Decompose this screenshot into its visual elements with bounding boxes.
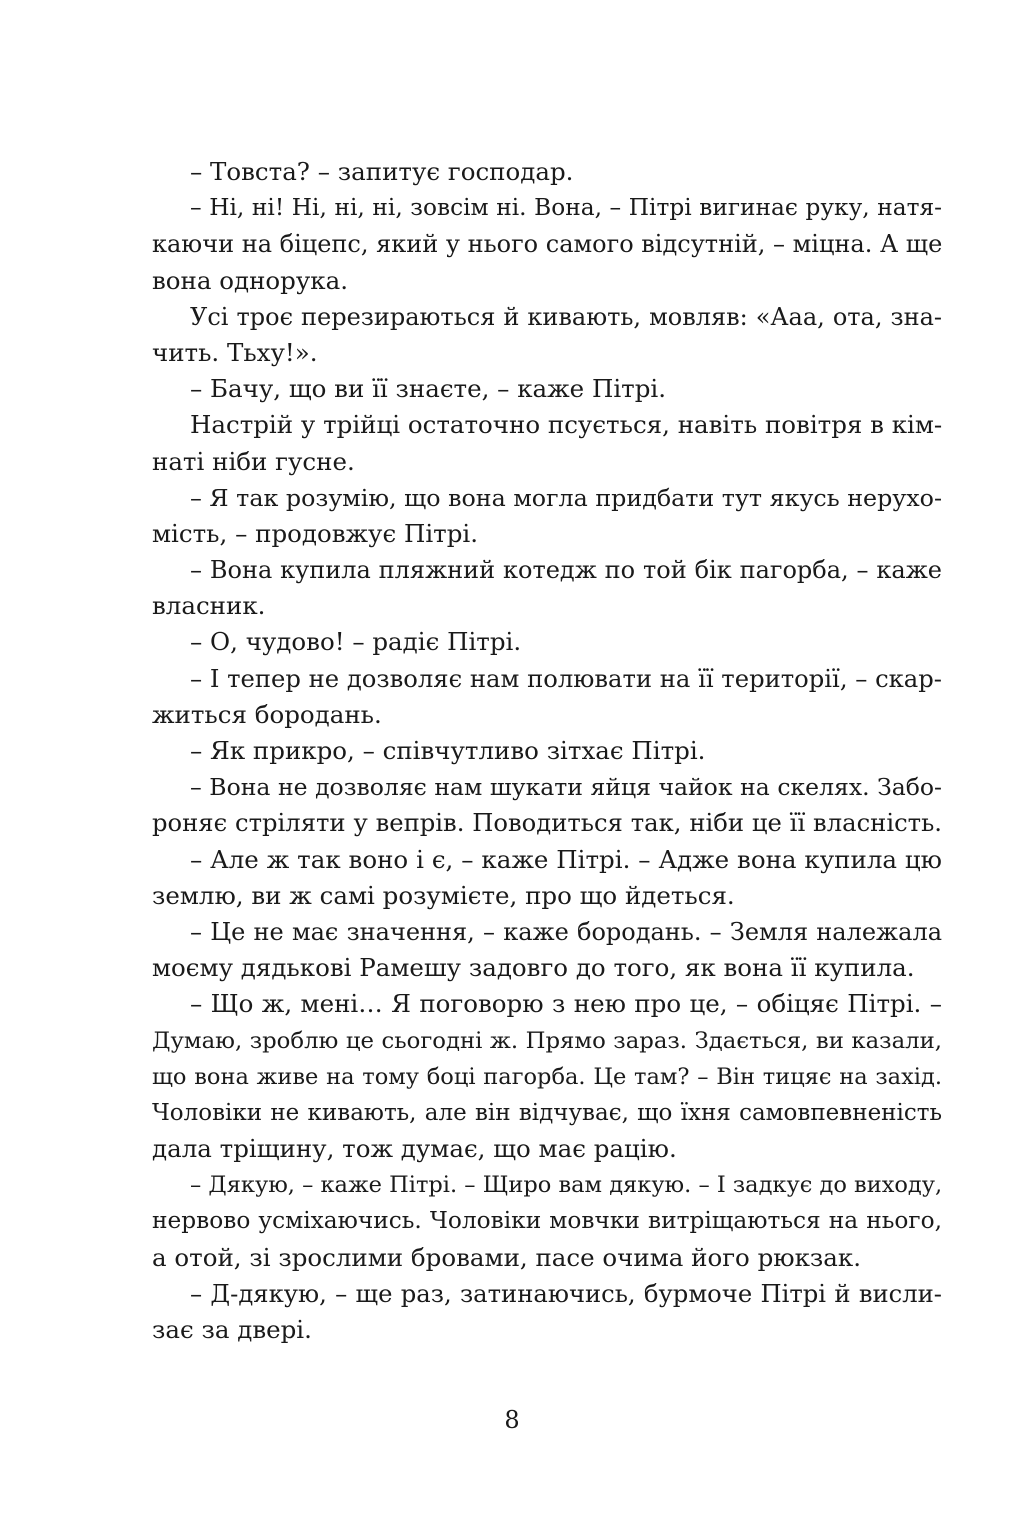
text-line: Чоловіки не кивають, але він відчуває, що їхня самовпевненість <box>152 1099 942 1126</box>
text-line: – Що ж, мені… Я поговорю з нею про це, – обіцяє Пітрі. – <box>190 989 942 1019</box>
text-line: каючи на біцепс, який у нього самого відсутній, – міцна. А ще <box>152 230 942 259</box>
text-line: – Вона купила пляжний котедж по той бік пагорба, – каже <box>190 556 942 585</box>
text-line: Усі троє перезираються й кивають, мовляв: «Ааа, ота, зна- <box>190 302 942 331</box>
text-line: – О, чудово! – радіє Пітрі. <box>190 627 522 657</box>
text-line: – Як прикро, – співчутливо зітхає Пітрі. <box>190 736 706 765</box>
body-text <box>152 154 942 1348</box>
text-line: Думаю, зроблю це сьогодні ж. Прямо зараз. Здається, ви казали, <box>152 1027 942 1054</box>
text-line: роняє стріляти у вепрів. Поводиться так, ніби це її власність. <box>152 808 942 838</box>
text-line: наті ніби гусне. <box>152 446 355 476</box>
text-line: чить. Тьху!». <box>152 337 318 367</box>
text-line: – Товста? – запитує господар. <box>190 157 574 186</box>
text-line: що вона живе на тому боці пагорба. Це там? – Він тицяє на захід. <box>152 1063 942 1090</box>
text-line: – Це не має значення, – каже бородань. – Земля належала <box>190 917 942 946</box>
text-line: – Ні, ні! Ні, ні, ні, зовсім ні. Вона, – Пітрі вигинає руку, натя- <box>190 194 942 222</box>
text-line: – Дякую, – каже Пітрі. – Щиро вам дякую. – І задкує до виходу, <box>190 1172 942 1199</box>
text-line: нервово усміхаючись. Чоловіки мовчки витріщаються на нього, <box>152 1207 942 1235</box>
text-line: а отой, зі зрослими бровами, пасе очима його рюкзак. <box>152 1242 861 1272</box>
text-line: житься бородань. <box>152 699 382 729</box>
text-line: зає за двері. <box>152 1315 312 1344</box>
text-line: – Я так розумію, що вона могла придбати тут якусь нерухо- <box>190 483 942 512</box>
text-line: землю, ви ж самі розумієте, про що йдеться. <box>152 880 735 910</box>
text-line: вона однорука. <box>152 265 348 295</box>
text-line: – Д-дякую, – ще раз, затинаючись, бурмоче Пітрі й висли- <box>190 1278 942 1308</box>
text-line: – Бачу, що ви її знаєте, – каже Пітрі. <box>190 374 667 404</box>
text-line: Настрій у трійці остаточно псується, навіть повітря в кім- <box>190 410 942 440</box>
text-line: – Вона не дозволяє нам шукати яйця чайок на скелях. Забо- <box>190 773 942 802</box>
text-line: мість, – продовжує Пітрі. <box>152 518 479 548</box>
text-line: власник. <box>152 591 266 621</box>
text-line: дала тріщину, тож думає, що має рацію. <box>152 1134 677 1164</box>
text-line: – Але ж так воно і є, – каже Пітрі. – Адже вона купила цю <box>190 844 942 874</box>
page-number: 8 <box>504 1406 520 1434</box>
text-line: моєму дядькові Рамешу задовго до того, як вона її купила. <box>152 953 915 983</box>
text-line: – І тепер не дозволяє нам полювати на її території, – скар- <box>190 663 942 693</box>
